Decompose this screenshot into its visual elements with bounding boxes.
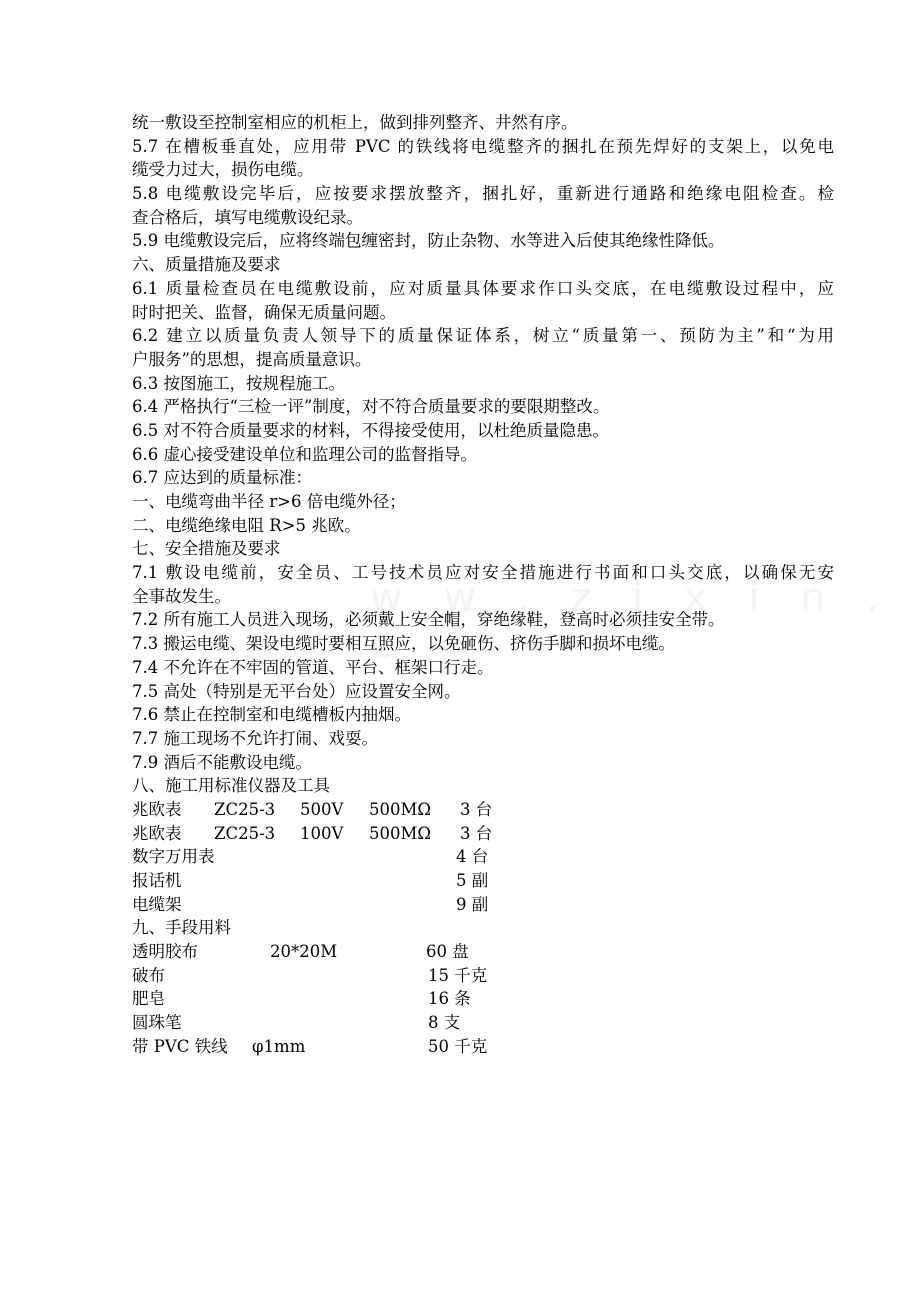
material-qty: 8 支	[428, 1013, 461, 1033]
paragraph-line: 5.8 电缆敷设完毕后，应按要求摆放整齐，捆扎好，重新进行通路和绝缘电阻检查。检	[132, 184, 834, 204]
paragraph-line: 5.7 在槽板垂直处，应用带 PVC 的铁线将电缆整齐的捆扎在预先焊好的支架上，以免电	[132, 136, 834, 156]
instrument-qty: 4 台	[456, 847, 489, 867]
material-spec: 20*20M	[270, 942, 338, 962]
instrument-name: 电缆架	[132, 894, 182, 914]
instrument-qty: 3 台	[460, 823, 493, 843]
section-heading-quality: 六、质量措施及要求	[132, 255, 281, 275]
instrument-qty: 9 副	[456, 894, 489, 914]
paragraph-line: 一、电缆弯曲半径 r>6 倍电缆外径；	[132, 492, 406, 511]
paragraph-line: 6.5 对不符合质量要求的材料，不得接受使用，以杜绝质量隐患。	[132, 420, 609, 440]
material-row	[132, 940, 834, 964]
paragraph-line: 二、电缆绝缘电阻 R>5 兆欧。	[132, 515, 361, 535]
material-qty: 15 千克	[428, 965, 488, 985]
paragraph-line: 统一敷设至控制室相应的机柜上，做到排列整齐、井然有序。	[132, 113, 578, 132]
material-qty: 16 条	[428, 989, 471, 1009]
paragraph-line: 6.1 质量检查员在电缆敷设前，应对质量具体要求作口头交底，在电缆敷设过程中，应	[132, 278, 834, 298]
material-qty: 50 千克	[428, 1036, 488, 1056]
paragraph-line: 5.9 电缆敷设完后，应将终端包缠密封，防止杂物、水等进入后使其绝缘性降低。	[132, 231, 725, 251]
paragraph-line: 缆受力过大，损伤电缆。	[132, 160, 314, 180]
section-heading-instruments: 八、施工用标准仪器及工具	[132, 776, 330, 796]
material-name: 圆珠笔	[132, 1013, 182, 1033]
instrument-name: 数字万用表	[132, 847, 215, 867]
paragraph-line: 7.3 搬运电缆、架设电缆时要相互照应，以免砸伤、挤伤手脚和损坏电缆。	[132, 634, 675, 654]
paragraph-line: 6.3 按图施工，按规程施工。	[132, 373, 345, 393]
instrument-list	[132, 798, 834, 916]
paragraph-line: 6.2 建立以质量负责人领导下的质量保证体系，树立“质量第一、预防为主”和“为用	[132, 326, 834, 346]
instrument-model: ZC25-3	[214, 799, 276, 819]
material-spec: φ1mm	[252, 1036, 306, 1056]
instrument-name: 兆欧表	[132, 823, 182, 843]
materials-list	[132, 940, 834, 1058]
paragraph-line: 6.6 虚心接受建设单位和监理公司的监督指导。	[132, 444, 477, 464]
instrument-row	[132, 893, 834, 917]
paragraph-line: 查合格后，填写电缆敷设纪录。	[132, 207, 363, 227]
material-name: 破布	[132, 965, 165, 985]
instrument-row	[132, 869, 834, 893]
paragraph-line: 7.2 所有施工人员进入现场，必须戴上安全帽，穿绝缘鞋，登高时必须挂安全带。	[132, 610, 725, 630]
instrument-name: 报话机	[132, 871, 182, 890]
material-row	[132, 1035, 834, 1059]
instrument-row	[132, 845, 834, 869]
material-qty: 60 盘	[426, 942, 469, 962]
paragraph-line: 7.9 酒后不能敷设电缆。	[132, 752, 312, 772]
paragraph-line: 户服务”的思想，提高质量意识。	[132, 349, 372, 369]
material-row	[132, 964, 834, 988]
section-heading-materials: 九、手段用料	[132, 918, 231, 938]
document-body	[132, 111, 834, 1059]
material-row	[132, 987, 834, 1011]
instrument-name: 兆欧表	[132, 799, 182, 819]
paragraph-line: 时时把关、监督，确保无质量问题。	[132, 302, 396, 322]
paragraph-line: 6.4 严格执行“三检一评”制度，对不符合质量要求的要限期整改。	[132, 397, 610, 417]
instrument-voltage: 100V	[300, 823, 344, 843]
paragraph-line: 7.7 施工现场不允许打闹、戏耍。	[132, 728, 378, 748]
instrument-range: 500MΩ	[369, 823, 432, 843]
material-name: 带 PVC 铁线	[132, 1036, 228, 1056]
instrument-qty: 3 台	[460, 799, 493, 819]
paragraph-line: 7.1 敷设电缆前，安全员、工号技术员应对安全措施进行书面和口头交底，以确保无安	[132, 563, 834, 583]
instrument-row	[132, 822, 834, 846]
paragraph-line: 7.6 禁止在控制室和电缆槽板内抽烟。	[132, 705, 411, 725]
instrument-voltage: 500V	[300, 799, 344, 819]
instrument-model: ZC25-3	[214, 823, 276, 843]
material-row	[132, 1011, 834, 1035]
paragraph-line: 全事故发生。	[132, 586, 231, 606]
paragraph-line: 6.7 应达到的质量标准：	[132, 468, 312, 488]
instrument-row	[132, 798, 834, 822]
instrument-qty: 5 副	[456, 871, 489, 890]
section-heading-safety: 七、安全措施及要求	[132, 539, 281, 559]
material-name: 透明胶布	[132, 942, 198, 962]
material-name: 肥皂	[132, 989, 165, 1009]
paragraph-line: 7.4 不允许在不牢固的管道、平台、框架口行走。	[132, 657, 494, 677]
instrument-range: 500MΩ	[369, 799, 432, 819]
paragraph-line: 7.5 高处（特别是无平台处）应设置安全网。	[132, 681, 461, 701]
